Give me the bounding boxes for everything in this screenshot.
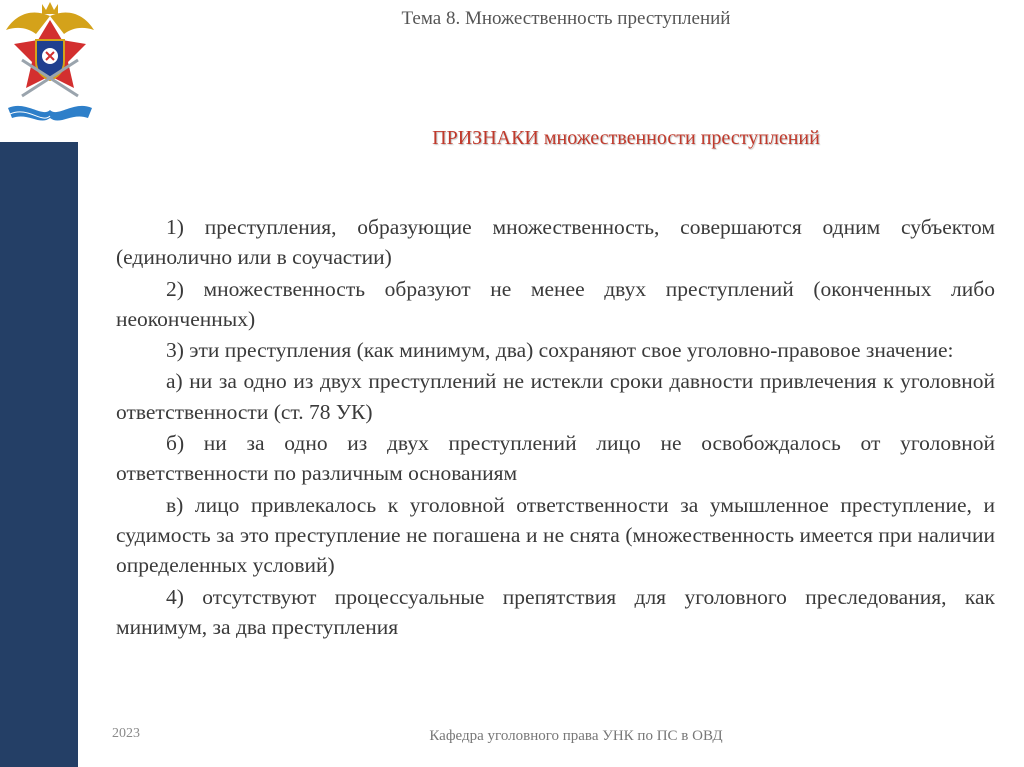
footer-department: Кафедра уголовного права УНК по ПС в ОВД <box>429 728 723 744</box>
paragraph: 3) эти преступления (как минимум, два) сохраняют свое уголовно-правовое значение: <box>166 338 954 363</box>
paragraph: а) ни за одно из двух преступлений не истекли сроки давности привлечения к уголовной ответственности (ст. 78 УК) <box>116 369 995 424</box>
slide-heading: ПРИЗНАКИ множественности преступлений <box>432 127 820 149</box>
paragraph: б) ни за одно из двух преступлений лицо не освобождалось от уголовной ответственности по различным основаниям <box>116 431 995 486</box>
footer-year: 2023 <box>112 726 140 741</box>
topic-title: Тема 8. Множественность преступлений <box>401 8 731 29</box>
content-text <box>116 212 995 643</box>
paragraph: 2) множественность образуют не менее двух преступлений (оконченных либо неоконченных) <box>116 276 995 331</box>
paragraph: 4) отсутствуют процессуальные препятствия для уголовного преследования, как минимум, за два преступления <box>116 584 995 639</box>
police-academy-emblem-icon <box>2 0 98 132</box>
left-sidebar-bar <box>0 142 78 767</box>
paragraph: в) лицо привлекалось к уголовной ответственности за умышленное преступление, и судимость за это преступление не погашена и не снята (множественность имеется при наличии определенных условий) <box>116 492 995 578</box>
paragraph: 1) преступления, образующие множественность, совершаются одним субъектом (единолично или в соучастии) <box>116 215 995 270</box>
